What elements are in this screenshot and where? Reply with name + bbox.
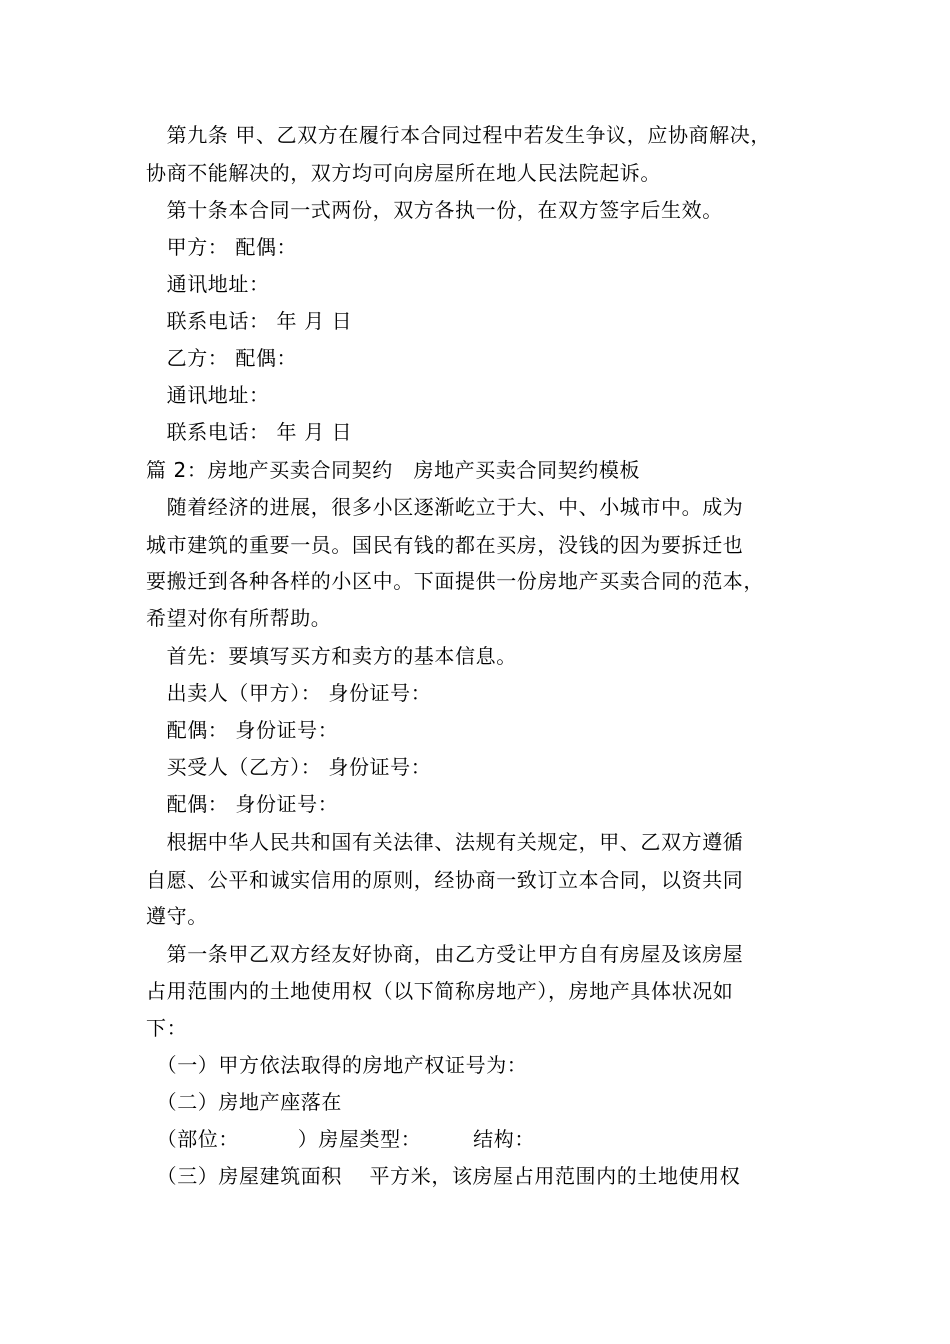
section-heading: 篇 2：房地产买卖合同契约 房地产买卖合同契约模板 [146, 458, 641, 482]
text-line: 占用范围内的土地使用权（以下简称房地产），房地产具体状况如 [146, 979, 734, 1003]
text-line: 根据中华人民共和国有关法律、法规有关规定，甲、乙双方遵循 [146, 830, 744, 854]
text-line: 协商不能解决的，双方均可向房屋所在地人民法院起诉。 [146, 161, 661, 185]
text-line: 第一条甲乙双方经友好协商，由乙方受让甲方自有房屋及该房屋 [146, 942, 744, 966]
text-line: （一）甲方依法取得的房地产权证号为： [146, 1053, 528, 1077]
text-line: 联系电话： 年 月 日 [146, 309, 353, 333]
text-line: 遵守。 [146, 904, 208, 928]
text-line: 要搬迁到各种各样的小区中。下面提供一份房地产买卖合同的范本， [146, 569, 764, 593]
text-line: 自愿、公平和诚实信用的原则，经协商一致订立本合同，以资共同 [146, 868, 744, 892]
text-line: 配偶： 身份证号： [146, 718, 339, 742]
text-line: 随着经济的进展，很多小区逐渐屹立于大、中、小城市中。成为 [146, 495, 744, 519]
text-line: 通讯地址： [146, 383, 270, 407]
text-line: （二）房地产座落在 [146, 1090, 342, 1114]
text-line: 买受人（乙方）： 身份证号： [146, 755, 432, 779]
text-line: 第十条本合同一式两份，双方各执一份，在双方签字后生效。 [146, 198, 723, 222]
text-line: （三）房屋建筑面积 平方米，该房屋占用范围内的土地使用权 [146, 1164, 741, 1188]
text-line: 希望对你有所帮助。 [146, 606, 332, 630]
text-line: 出卖人（甲方）： 身份证号： [146, 681, 432, 705]
text-line: 联系电话： 年 月 日 [146, 420, 353, 444]
text-line: 乙方： 配偶： [146, 346, 298, 370]
text-line: 下： [146, 1016, 188, 1040]
text-line: 首先：要填写买方和卖方的基本信息。 [146, 644, 517, 668]
text-line: 城市建筑的重要一员。国民有钱的都在买房，没钱的因为要拆迁也 [146, 533, 744, 557]
text-line: 配偶： 身份证号： [146, 792, 339, 816]
text-line: 第九条 甲、乙双方在履行本合同过程中若发生争议，应协商解决， [146, 123, 771, 147]
text-line: （部位： ）房屋类型： 结构： [146, 1127, 535, 1151]
text-line: 通讯地址： [146, 272, 270, 296]
text-line: 甲方： 配偶： [146, 235, 298, 259]
